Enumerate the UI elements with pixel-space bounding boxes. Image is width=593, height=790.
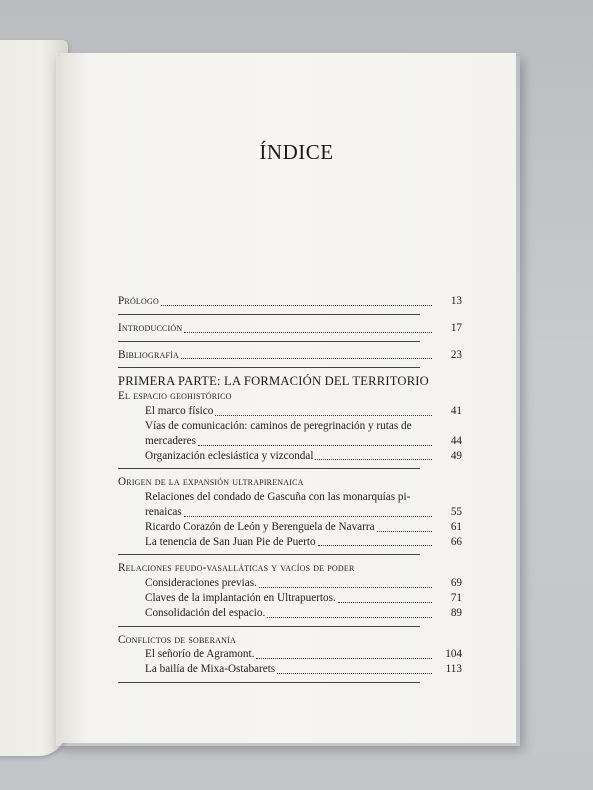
dot-leader xyxy=(215,405,432,416)
toc-label: Claves de la implantación en Ultrapuertos. xyxy=(145,591,336,604)
toc-entry[interactable] xyxy=(118,662,462,677)
divider xyxy=(118,468,420,469)
dot-leader xyxy=(184,506,432,517)
toc-entry[interactable] xyxy=(118,591,462,606)
section-heading: Conflictos de soberanía xyxy=(118,633,236,646)
toc-label: La bailía de Mixa-Ostabarets xyxy=(145,663,276,676)
dot-leader xyxy=(377,521,432,532)
toc-label: El señorío de Agramont. xyxy=(145,648,255,661)
toc-entry[interactable] xyxy=(118,520,462,535)
divider xyxy=(118,341,420,342)
toc-entry[interactable] xyxy=(118,535,462,550)
toc-entry-bibliografia[interactable] xyxy=(118,348,462,363)
dot-leader xyxy=(161,295,432,306)
toc-entry[interactable] xyxy=(118,449,462,464)
dot-leader xyxy=(277,663,432,674)
toc-page-number: 41 xyxy=(450,405,462,418)
dot-leader xyxy=(256,648,432,659)
dot-leader xyxy=(184,322,432,333)
dot-leader xyxy=(318,535,432,546)
section-heading: El espacio geohistórico xyxy=(118,390,232,403)
table-of-contents xyxy=(118,294,462,689)
toc-entry-line1[interactable]: Relaciones del condado de Gascuña con las monarquías pi- xyxy=(145,491,411,504)
toc-entry-introduccion[interactable] xyxy=(118,321,462,336)
toc-entry-prologo[interactable] xyxy=(118,294,462,309)
toc-label: La tenencia de San Juan Pie de Puerto xyxy=(145,535,316,548)
dot-leader xyxy=(198,435,432,446)
dot-leader xyxy=(181,348,432,359)
toc-label: Ricardo Corazón de León y Berenguela de Navarra xyxy=(145,520,375,533)
toc-page-number: 23 xyxy=(450,348,462,361)
toc-page-number: 71 xyxy=(450,591,462,604)
part-title: PRIMERA PARTE: LA FORMACIÓN DEL TERRITORIO xyxy=(118,374,429,389)
divider xyxy=(118,314,420,315)
toc-label: Bibliografía xyxy=(118,348,179,361)
toc-page-number: 55 xyxy=(450,505,462,518)
toc-page-number: 66 xyxy=(450,535,462,548)
toc-label: El marco físico xyxy=(145,405,214,418)
page-title: ÍNDICE xyxy=(259,140,334,164)
toc-page-number: 13 xyxy=(450,295,462,307)
toc-page-number: 44 xyxy=(450,434,462,447)
toc-label: Organización eclesiástica y vizcondal xyxy=(145,449,314,462)
toc-label: Consideraciones previas. xyxy=(145,577,257,590)
toc-page-number: 49 xyxy=(450,449,462,462)
toc-label: Introducción xyxy=(118,321,183,334)
divider xyxy=(118,626,420,627)
dot-leader xyxy=(267,607,432,618)
toc-entry[interactable] xyxy=(118,505,462,520)
dot-leader xyxy=(338,592,432,603)
toc-page-number: 69 xyxy=(450,577,462,590)
toc-label: Consolidación del espacio. xyxy=(145,606,266,619)
dot-leader xyxy=(315,449,432,460)
toc-page-number: 17 xyxy=(450,321,462,334)
toc-entry[interactable] xyxy=(118,404,462,419)
toc-entry-line1[interactable]: Vías de comunicación: caminos de peregrinación y rutas de xyxy=(145,419,412,432)
dot-leader xyxy=(259,577,432,588)
toc-entry[interactable] xyxy=(118,606,462,621)
divider xyxy=(118,554,420,555)
divider xyxy=(118,367,420,368)
toc-page-number: 89 xyxy=(450,606,462,619)
toc-page-number: 113 xyxy=(445,663,462,676)
toc-entry[interactable] xyxy=(118,434,462,449)
toc-entry[interactable] xyxy=(118,576,462,591)
toc-entry[interactable] xyxy=(118,647,462,662)
divider xyxy=(118,682,420,683)
toc-label: renaicas xyxy=(145,505,182,518)
section-heading: Relaciones feudo-vasalláticas y vacíos de poder xyxy=(118,562,355,575)
section-heading: Origen de la expansión ultrapirenaica xyxy=(118,476,304,489)
toc-label: Prólogo xyxy=(118,295,159,307)
toc-page-number: 61 xyxy=(450,520,462,533)
toc-label: mercaderes xyxy=(145,434,196,447)
toc-page-number: 104 xyxy=(445,648,462,661)
